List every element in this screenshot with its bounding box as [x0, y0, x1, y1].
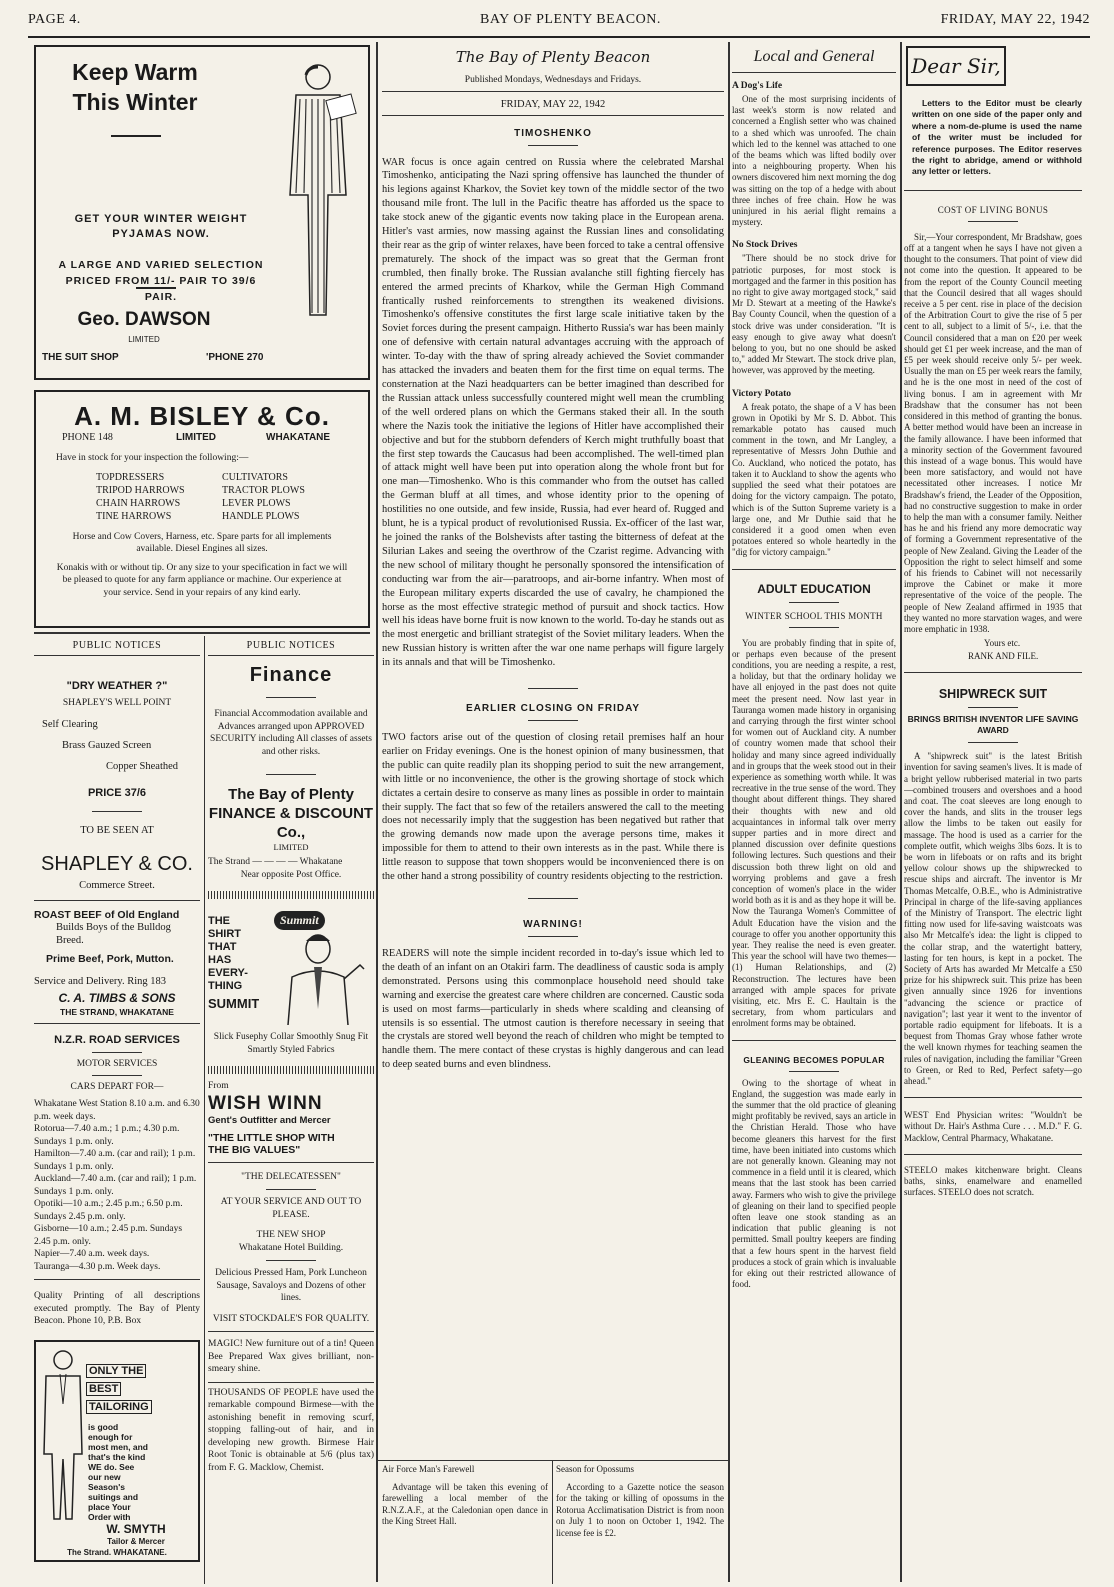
wish-name: WISH WINN — [208, 1092, 323, 1114]
dawson-name: Geo. DAWSON — [77, 309, 211, 330]
deli-bldg: Whakatane Hotel Building. — [238, 1242, 344, 1253]
dawson-phone: 'PHONE 270 — [206, 352, 264, 363]
letters-notice: Letters to the Editor must be clearly written on one side of the paper only and where a nom-de-plume is used the name of the writer must be included for reference purposes. The Editor reserves the right to abridge, amend or withhold any letter or letters. — [912, 98, 1082, 177]
letter-sign1: Yours etc. — [984, 638, 1021, 649]
nzr-depart: CARS DEPART FOR— — [70, 1082, 164, 1092]
bop-limited: LIMITED — [273, 842, 309, 852]
letter-sign2: RANK AND FILE. — [968, 650, 1039, 661]
stock-head: No Stock Drives — [732, 240, 798, 251]
page-date: FRIDAY, MAY 22, 1942 — [940, 12, 1090, 27]
timoshenko-text: WAR focus is once again centred on Russia where the celebrated Marshal Timoshenko, anticipating the Nazi spring offensive has launched the thunder of his legions against Kharkov, the Soviet key town of the middle sector of the two thousand mile front. The lull in the Pacific theatre has afforded us the space to take stock anew of the gigantic events now taking place in the European arena. Hitler's vast armies, now massing against the Russian lines and consolidating their rear as the grip of winter relaxes, have been forced to take a central offensive prematurely. The shock of the impact was so great that the German front crumbled, then finally broke. The Russian avalanche still fighting fiercely has entered the armed precints of Kharkov, while the German High Command frantically rushed reinforcements to strengthen its weakened divisions. Timoshenko's offensive constitutes the first large scale initiative taken by the Soviet forces during the present campaign. Hitherto Russia's war has been mainly one of defensive with certain natural advantages accruing with the approach of winter. To-day with the thaw of spring already achieved the Soviet commander has attacked the invaders and beaten them for the first time on equal terms. The consternation at the Nazi headquarters can be better imagined than described for the Russian attack unless successfully countered might well mean the crumbling of the well ordered plans on which the Germans staked their all. In the south where the Nazis took the initiative the legions of Hitler have accomplished their objective and but for the stubborn defenders of Kerch might truthfully boast that the first step towards the Caucasus had been accomplished. The well-timed plan of attack might well have been put into operation along the whole front but for one man—Timoshenko. Who is this commander who from the outset has called the German bluff at all times, and whose identity prior to the opening of hostilities no one outside, and few inside, Russia, had ever heard of. Rugged and blunt, he is a typical product of revolutionised Russia. Ex-officer of the last war, he joined the ranks of the Bolshevists after tasting the bitterness of defeat at the Silurian Lakes and seeing the overthrow of the Czarist regime. Advancing with the new school of military thought he personally sponsored the intensification of conducting war from the air—paratroops, and air-borne infantry. When most of the European military experts discarded the use of cavalry, he championed the horse as the most effective strategic method of pursuit and shock tactics. How well his ideas have borne fruit is now known to the world. To-day he stands out as the most energetic and brilliant strategist of the Soviet military leaders. When the new Russian history is written after the war one name perhaps will figure largely in its annals and that will be Timoshenko. — [382, 156, 724, 669]
list-item: Whakatane West Station 8.10 a.m. and 6.30 p.m. week days. — [34, 1099, 200, 1122]
notices-header: PUBLIC NOTICES — [72, 640, 162, 651]
deli-title: "THE DELECATESSEN" — [241, 1171, 341, 1182]
summit-line: HAS — [208, 954, 232, 966]
summit-line: THAT — [208, 941, 237, 953]
air-force-notice — [382, 1463, 548, 1583]
summit-line: SHIRT — [208, 928, 241, 940]
tailor-figure-illustration — [38, 1344, 88, 1524]
cost-of-living-head: COST OF LIVING BONUS — [937, 204, 1049, 215]
warning-text: READERS will note the simple incident recorded in to-day's issue which led to the death of an infant on an Otakiri farm. The deadliness of caustic soda is amply demonstrated. Persons using this commonplace household need should take warning and exercise the greatest care where children are concerned. Caustic soda is used on most farms—particularly in sheds where scalding and cleansing of utensils is so essential. The utmost caution is therefore necessary in seeing that the crystals are stored well beyond the reach of children who might be tempted to handle them. The mere contact of these crystas is highly dangerous and can lead to deep seated burns and even blindness. — [382, 948, 724, 1071]
list-item: HANDLE PLOWS — [222, 510, 300, 522]
list-item: Napier—7.40 a.m. week days. — [34, 1249, 150, 1259]
smyth-text: is good enough for most men, and that's the kind WE do. See our new Season's suitings and place Your Order with — [88, 1421, 148, 1522]
early-closing-head: EARLIER CLOSING ON FRIDAY — [465, 703, 641, 715]
adult-education-head: ADULT EDUCATION — [757, 581, 871, 596]
bisley-name: A. M. BISLEY & Co. — [74, 401, 330, 431]
bisley-ad — [34, 390, 370, 628]
bisley-text2: Konakis with or without tip. Or any size to your specification in fact we will be pleased to quote for any farm appliance or machine. Our experience at your service. Send in your repairs of any kind early. — [56, 562, 348, 598]
shapley-feature: Brass Gauzed Screen — [62, 740, 152, 751]
smyth-only: ONLY THE — [86, 1364, 146, 1378]
stock-text: "There should be no stock drive for patriotic purposes, for most stock is mortgaged and the farmer in this position has no right to give away mortgaged stock," said Mr D. Stewart at a meeting of the Hawke's Bay County Council, when the question of a stock drive was under consideration. "It is easy enough to give away what doesn't belong to you, but no one should be asked to," added Mr Stewart. The stock drive plan, however, was approved by the meeting. — [732, 253, 896, 376]
shapley-seen: TO BE SEEN AT — [80, 825, 154, 836]
shipwreck-sub: BRINGS BRITISH INVENTOR LIFE SAVING AWARD — [907, 714, 1079, 736]
public-notices-left — [34, 636, 200, 1584]
notices-header: PUBLIC NOTICES — [246, 640, 336, 651]
deli-text: Delicious Pressed Ham, Pork Luncheon Sausage, Savaloys and Dozens of other lines. — [215, 1268, 367, 1303]
opossum-text: According to a Gazette notice the season for the taking or killing of opossums in the Rotorua Acclimatisation District is from noon on July 1 to noon on October 1, 1942. The license fee is £2. — [556, 1481, 724, 1538]
wish-slogan2: THE BIG VALUES" — [208, 1143, 301, 1156]
bop-finance: The Bay of Plenty FINANCE & DISCOUNT Co., — [208, 786, 374, 841]
dawson-ad — [34, 45, 370, 380]
bisley-intro: Have in stock for your inspection the following:— — [56, 453, 249, 463]
air-force-text: Advantage will be taken this evening of farewelling a local member of the R.N.Z.A.F., at the Caledonian open dance in the King Street Hall. — [382, 1481, 548, 1526]
summit-line: SUMMIT — [208, 996, 260, 1010]
masthead — [28, 8, 1090, 38]
shapley-price: PRICE 37/6 — [87, 787, 147, 799]
summit-text: Slick Fusephy Collar Smoothly Snug Fit Smartly Styled Fabrics — [213, 1032, 369, 1055]
adult-education-sub: WINTER SCHOOL THIS MONTH — [745, 610, 883, 621]
potato-head: Victory Potato — [732, 388, 791, 399]
early-closing-text: TWO factors arise out of the question of closing retail premises half an hour earlier on Friday evenings. One is the honest opinion of many businessmen, that the public can quite readily plan its shopping period to suit the new arrangement, with little or no inconvenience, the other is the growing shortage of stock which dictates a certain desire to conserve as many lines as possible in order to maintain their supply. The fact that so few of the retailers answered the call to the meeting does not necessarily imply that the suggestion has been negatived but rather that the growing demands now made upon the average persons time, makes it impossible for them to attend to their own interests as in the past. While there is little reason to suppose that town shoppers would be inconvenienced there is on the other hand a strong possibility of country residents objecting to the restriction. — [382, 732, 724, 883]
editorial-title: The Bay of Plenty Beacon — [455, 48, 651, 66]
editorial-date: FRIDAY, MAY 22, 1942 — [500, 98, 606, 110]
shapley-co: SHAPLEY & CO. — [41, 853, 193, 875]
dog-text: One of the most surprising incidents of last week's storm is now related and concerned a English setter who was chained to a shed which was unroofed. The chain which led to the kennel was attached to one of the beams which was lifted bodily over into a neighbouring property. When his owners discovered him next morning the dog was sitting on the top of a hedge with about three inches of free chain. How he was uninjured in his aerial flight remains a mystery. — [732, 94, 896, 228]
smyth-best: BEST — [86, 1382, 121, 1396]
beef-text: Builds Boys of the Bulldog Breed. — [56, 922, 171, 946]
nzr-title: N.Z.R. ROAD SERVICES — [54, 1034, 180, 1046]
dawson-line2: A LARGE AND VARIED SELECTION PRICED FROM 11/- PAIR TO 39/6 PAIR. — [58, 259, 264, 303]
list-item: LEVER PLOWS — [222, 497, 291, 509]
smyth-addr: The Strand. WHAKATANE. — [67, 1547, 167, 1557]
list-item: CULTIVATORS — [222, 471, 288, 483]
list-item: CHAIN HARROWS — [96, 497, 181, 509]
dawson-limited: LIMITED — [128, 335, 160, 344]
summit-ad — [208, 905, 374, 1027]
shapley-feature: Copper Sheathed — [106, 761, 179, 772]
list-item: TOPDRESSERS — [96, 471, 165, 483]
west-end-notice: WEST End Physician writes: "Wouldn't be without Dr. Hair's Asthma Cure . . . M.D." F. G. Macklow, Central Pharmacy, Whakatane. — [904, 1110, 1082, 1143]
page-number: PAGE 4. — [28, 12, 81, 27]
paper-name: BAY OF PLENTY BEACON. — [480, 12, 661, 27]
nzr-timetable — [34, 1098, 200, 1273]
birmese-notice: THOUSANDS OF PEOPLE have used the remarkable compound Birmese—with the astonishing benefit in removing scurf, stopping falling-out of hair, and in developing new growth. Birmese Hair Root Tonic is obtainable at 5/6 (plus tax) from F. G. Macklow, Chemist. — [208, 1387, 374, 1473]
beef-name: C. A. TIMBS & SONS — [58, 991, 176, 1005]
finance-title: Finance — [249, 664, 333, 686]
list-item: TINE HARROWS — [96, 510, 172, 522]
shapley-feature: Self Clearing — [42, 719, 98, 730]
local-title: Local and General — [753, 48, 875, 65]
deli-shop: THE NEW SHOP — [256, 1230, 326, 1240]
wish-trade: Gent's Outfitter and Mercer — [208, 1114, 331, 1126]
list-item: Rotorua—7.40 a.m.; 1 p.m.; 4.30 p.m. Sundays 1 p.m. only. — [34, 1124, 180, 1147]
list-item: TRACTOR PLOWS — [222, 484, 305, 496]
summit-line: EVERY- — [208, 967, 248, 979]
dawson-headline: Keep Warm This Winter — [72, 59, 198, 115]
bisley-items — [56, 471, 348, 523]
pyjama-man-illustration — [266, 55, 366, 325]
beef-prime: Prime Beef, Pork, Mutton. — [46, 953, 174, 965]
printing-notice: Quality Printing of all descriptions executed promptly. The Bay of Plenty Beacon. Phone 10, P.B. Box — [34, 1291, 200, 1326]
deli-visit: VISIT STOCKDALE'S FOR QUALITY. — [212, 1313, 370, 1324]
shapley-sub: SHAPLEY'S WELL POINT — [62, 698, 172, 708]
bop-addr: The Strand — — — — Whakatane — [208, 857, 343, 867]
timoshenko-head: TIMOSHENKO — [514, 127, 592, 139]
bop-addr2: Near opposite Post Office. — [240, 869, 342, 880]
finance-text: Financial Accommodation available and Advances arranged upon APPROVED SECURITY including All classes of assets and other risks. — [210, 709, 372, 757]
smyth-name: W. SMYTH — [106, 1521, 166, 1536]
shipwreck-text: A "shipwreck suit" is the latest British invention for saving seamen's lives. It is made of a bright yellow rubberised material in two parts—combined trousers and overshoes and a hood and coat. The coat sleeves are long enough to cover the hands, and slits in the trouser legs allow the limbs to be taken out easily for massage. The hood is used as a carrier for the complete outfit, which weighs 3lbs 6ozs. It is to be worn in lifeboats or on rafts and its bright yellow colour shows up the shipwrecked to rescue ships and aircraft. The inventor is Mr Thomas Metcalfe, O.B.E., who is Administrative Principal in charge of the life-saving appliances of the Ministry of Transport. The electric light fitting now used for life-saving waistcoats was also Mr Metcalfe's idea: the light is clipped to the collar strap, and the watertight battery, lasting for ten hours, is kept in a pocket. The Society of Arts has awarded Mr Metcalfe a £50 prize for his shipwreck suit. This prize has been given annually since 1926 for inventions "advancing the science or practice of navigation"; last year it went to the inventor of portable radio equipment for lifeboats. It is a bequest from Thomas Gray whose father wrote the well known rhymes for teaching seamen the rules of navigation, including the familiar "Green to Green, or Red to Red, Perfect safety—go ahead." — [904, 751, 1082, 1087]
opossum-head: Season for Opossums — [556, 1464, 634, 1474]
adult-education-text: You are probably finding that in spite of, or perhaps even because of the present conditions, you are needing a respite, a rest, a holiday, but that the ordinary holiday we have all enjoyed in the past does not quite meet the present need. Now last year in Tauranga women made history in organising and carrying through the first winter school for women out of Auckland city. A number of country women made that school their holiday and many since agreed individually and in groups that the week stood out in their experience as something worth while. It was recreative in the true sense of the word. They thought about different things. They shared their thoughts with new and old acquaintances in informal talk over merry supper parties and in more direct and planned discussion over definite questions following lectures. Such questions and their discussion both threw light on old and worrying problems and gave a fresh conception of women's place in the wider world both as it is and as they hope it will be. Now the Tauranga Women's Committee of Adult Education have the vision and the courage to offer you another opportunity this year. They realise the need is even greater. This year the school will have two themes—(1) Human Relationships, and (2) Reconstruction. The lectures have been arranged with ample spaces for private visiting, etc. Mrs E. C. Haultain is the secretary, from whom particulars and enrolment forms may be obtained. — [732, 637, 896, 1029]
list-item: Hamilton—7.40 a.m. (car and rail); 1 p.m. Sundays 1 p.m. only. — [34, 1149, 196, 1172]
smyth-ad — [34, 1340, 200, 1562]
air-force-head: Air Force Man's Farewell — [382, 1464, 475, 1474]
opossum-notice — [556, 1463, 724, 1583]
summit-line: THING — [208, 980, 243, 992]
editorial-column — [382, 44, 724, 1584]
cost-of-living-text: Sir,—Your correspondent, Mr Bradshaw, goes off at a tangent when he says I have not given a thought to the consumers. That point of view did not come into the question. It appeared to be from the report of the County Council meeting that the Council desired that all wages should receive a 5 per cent. rise in place of the decision of the Arbitration Court to give the rise of 5 per cent to all, subject to a limit of 5/-, i.e. that the Council considered that a man on £20 per week should get £1 per week increase, and the man of £5 per week should receive only 5/- per week. Usually the man on £5 per week rears the family, and he is the one most in need of the cost of living bonus. I am in agreement with Mr Bradshaw that the consumer has not been considered in this method of granting the bonus. A better method would have been an increase in the family allowance. I have been informed that a minority section of the Government favoured this instead of a wage bonus. This would have been more satisfactory, and would not have necessitated other increases. I notice Mr Bradshaw's friend, the Leader of the Opposition, had no constructive suggestion to make in order to help the man with a consumer family. Neither has he and his friend any more democratic way of forming a Government representative of the people of New Zealand. Giving the Leader of the Opposition the right to select himself and some of his friends to Cabinet will not necessarily improve the Cabinet or make it more representative of the voice of the people. The people of New Zealand affirmed in 1935 that they wanted no more starvation wages, and were more emphatic in 1938. — [904, 231, 1082, 634]
shapley-title: "DRY WEATHER ?" — [66, 680, 168, 692]
steelo-notice: STEELO makes kitchenware bright. Cleans baths, sinks, enamelware and enamelled surfaces. STEELO does not scratch. — [904, 1164, 1082, 1198]
smyth-tailoring: TAILORING — [86, 1400, 152, 1414]
magic-notice: MAGIC! New furniture out of a tin! Queen Bee Prepared Wax gives brilliant, non-smeary shine. — [208, 1339, 374, 1374]
bisley-text1: Horse and Cow Covers, Harness, etc. Spare parts for all implements available. Diesel Engines all sizes. — [72, 531, 332, 554]
shirt-man-illustration — [268, 929, 368, 1025]
list-item: Gisborne—10 a.m.; 2.45 p.m. Sundays 2.45 p.m. only. — [34, 1224, 183, 1247]
dawson-shop: THE SUIT SHOP — [42, 352, 119, 363]
letters-column — [904, 44, 1082, 1584]
beef-title: ROAST BEEF of Old England — [34, 909, 180, 921]
beef-addr: THE STRAND, WHAKATANE — [60, 1007, 174, 1017]
gleaning-head: GLEANING BECOMES POPULAR — [743, 1054, 885, 1065]
bisley-phone: PHONE 148 — [62, 432, 113, 443]
potato-text: A freak potato, the shape of a V has been grown in Opotiki by Mr S. D. Abbot. This remarkable potato has caused much comment in the town, and Mr Langley, a representative of Messrs John Duthie and Co. Auckland, who noticed the potato, has taken it to Auckland to show the agents who supplied the seed what their potatoes are doing for the victory campaign. The potato, which is of the Sutton Supreme variety is a large one, and Mr Duthie said that he considered it a good omen when even potatoes entered so whole heartedly in the "dig for victory campaign." — [732, 401, 896, 558]
list-item: Opotiki—10 a.m.; 2.45 p.m.; 6.50 p.m. Sundays 2.45 p.m. only. — [34, 1199, 183, 1222]
list-item: Tauranga—4.30 p.m. Week days. — [34, 1261, 161, 1272]
summit-logo: Summit — [274, 911, 325, 930]
editorial-published: Published Mondays, Wednesdays and Fridays. — [464, 75, 642, 85]
dog-head: A Dog's Life — [732, 81, 783, 91]
warning-head: WARNING! — [523, 919, 583, 930]
list-item: TRIPOD HARROWS — [96, 484, 185, 496]
shipwreck-head: SHIPWRECK SUIT — [938, 687, 1048, 702]
wish-from: From — [208, 1081, 229, 1091]
bisley-limited: LIMITED — [176, 432, 216, 443]
dear-sir-logo: Dear Sir, — [906, 46, 1006, 86]
beef-service: Service and Delivery. Ring 183 — [34, 976, 166, 987]
nzr-sub: MOTOR SERVICES — [76, 1059, 158, 1069]
list-item: Auckland—7.40 a.m. (car and rail); 1 p.m. Sundays 1 p.m. only. — [34, 1174, 197, 1197]
dawson-line1: GET YOUR WINTER WEIGHT PYJAMAS NOW. — [74, 213, 248, 240]
gleaning-text: Owing to the shortage of wheat in England, the suggestion was made early in the summer that the old practice of gleaning might profitably be revived, says an article in the Christian Herald. Those who have become gleaners this harvest for the first time, have been initiated into customs which are not generally known. Gleaning may not commence in a field until it is cleared, which means that the last stook has been carried away. Farmers who wish to give the privilege of gleaning on their land to specified people often leave one stook standing as an indication that public gleaning is not permitted. Small poultry keepers are finding that a few hours spent in the harvest field produces a stock of grain which is invaluable for eking out their restricted allowance of food. — [732, 1077, 896, 1290]
deli-service: AT YOUR SERVICE AND OUT TO PLEASE. — [220, 1197, 362, 1220]
bisley-town: WHAKATANE — [266, 432, 331, 443]
wish-slogan1: "THE LITTLE SHOP WITH — [208, 1131, 335, 1144]
public-notices-right — [208, 636, 374, 1584]
shapley-addr: Commerce Street. — [79, 880, 155, 891]
summit-line: THE — [208, 915, 230, 927]
local-and-general-column — [732, 44, 896, 1584]
smyth-trade: Tailor & Mercer — [107, 1536, 165, 1546]
